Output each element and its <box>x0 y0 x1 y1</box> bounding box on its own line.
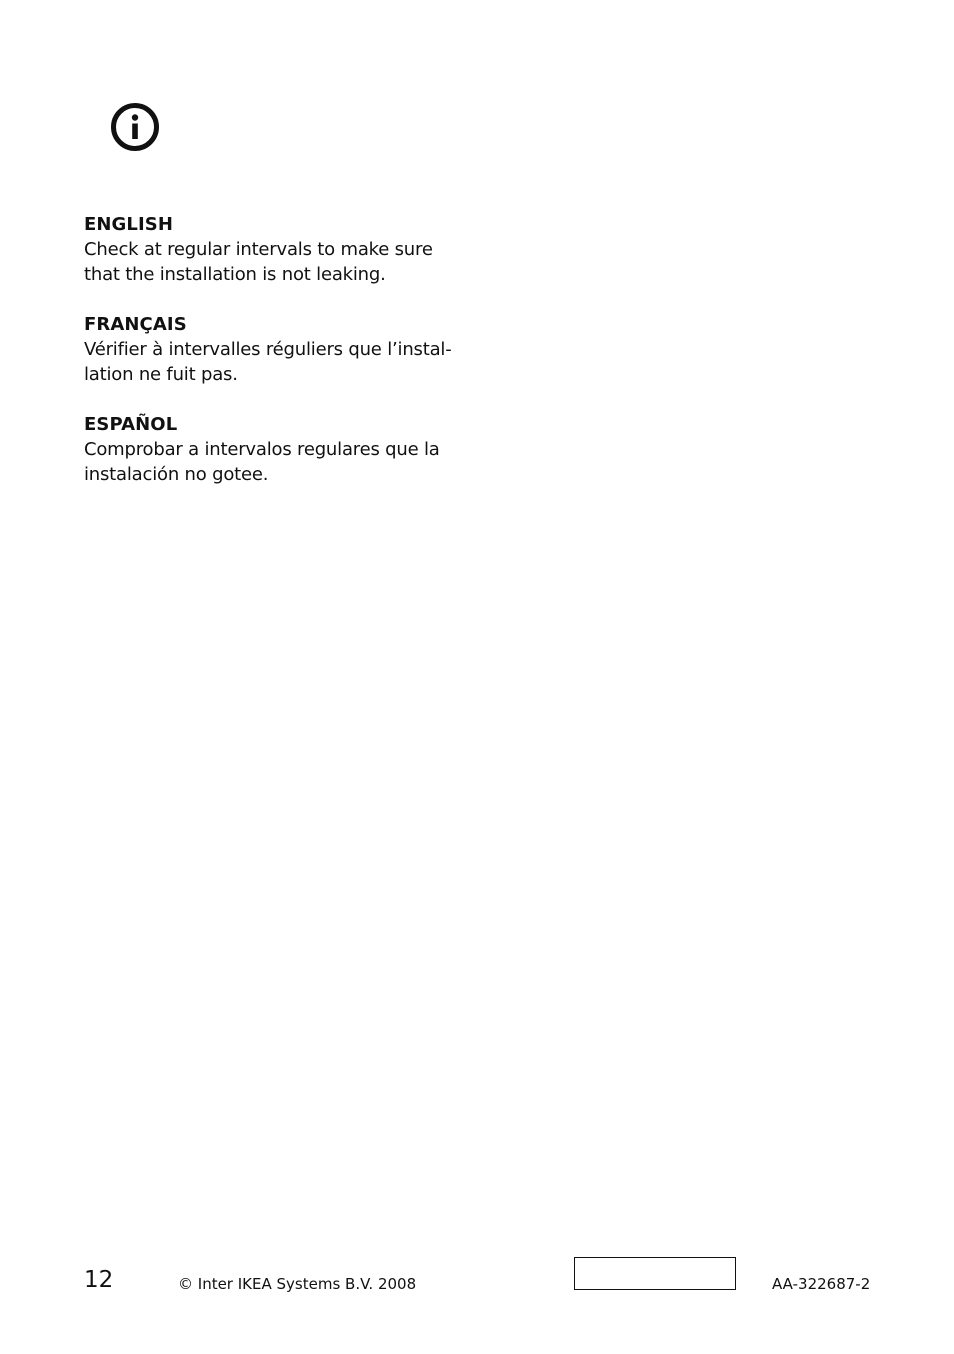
section-line: instalación no gotee. <box>84 464 269 485</box>
section-english <box>84 212 474 287</box>
copyright-notice: © Inter IKEA Systems B.V. 2008 <box>178 1275 417 1293</box>
section-heading: FRANÇAIS <box>84 314 187 335</box>
section-line: Comprobar a intervalos regulares que la <box>84 439 440 460</box>
info-circle-icon <box>110 102 160 152</box>
section-line: Vérifier à intervalles réguliers que l’instal- <box>84 339 452 360</box>
section-line: Check at regular intervals to make sure <box>84 239 433 260</box>
section-heading: ENGLISH <box>84 214 174 235</box>
section-espanol <box>84 412 474 487</box>
section-line: that the installation is not leaking. <box>84 264 386 285</box>
instruction-sections <box>84 212 474 512</box>
section-heading: ESPAÑOL <box>84 414 178 435</box>
blank-label-box <box>574 1257 736 1290</box>
section-francais <box>84 312 474 387</box>
page-number: 12 <box>84 1267 114 1293</box>
section-line: lation ne fuit pas. <box>84 364 238 385</box>
document-code: AA-322687-2 <box>772 1275 871 1293</box>
